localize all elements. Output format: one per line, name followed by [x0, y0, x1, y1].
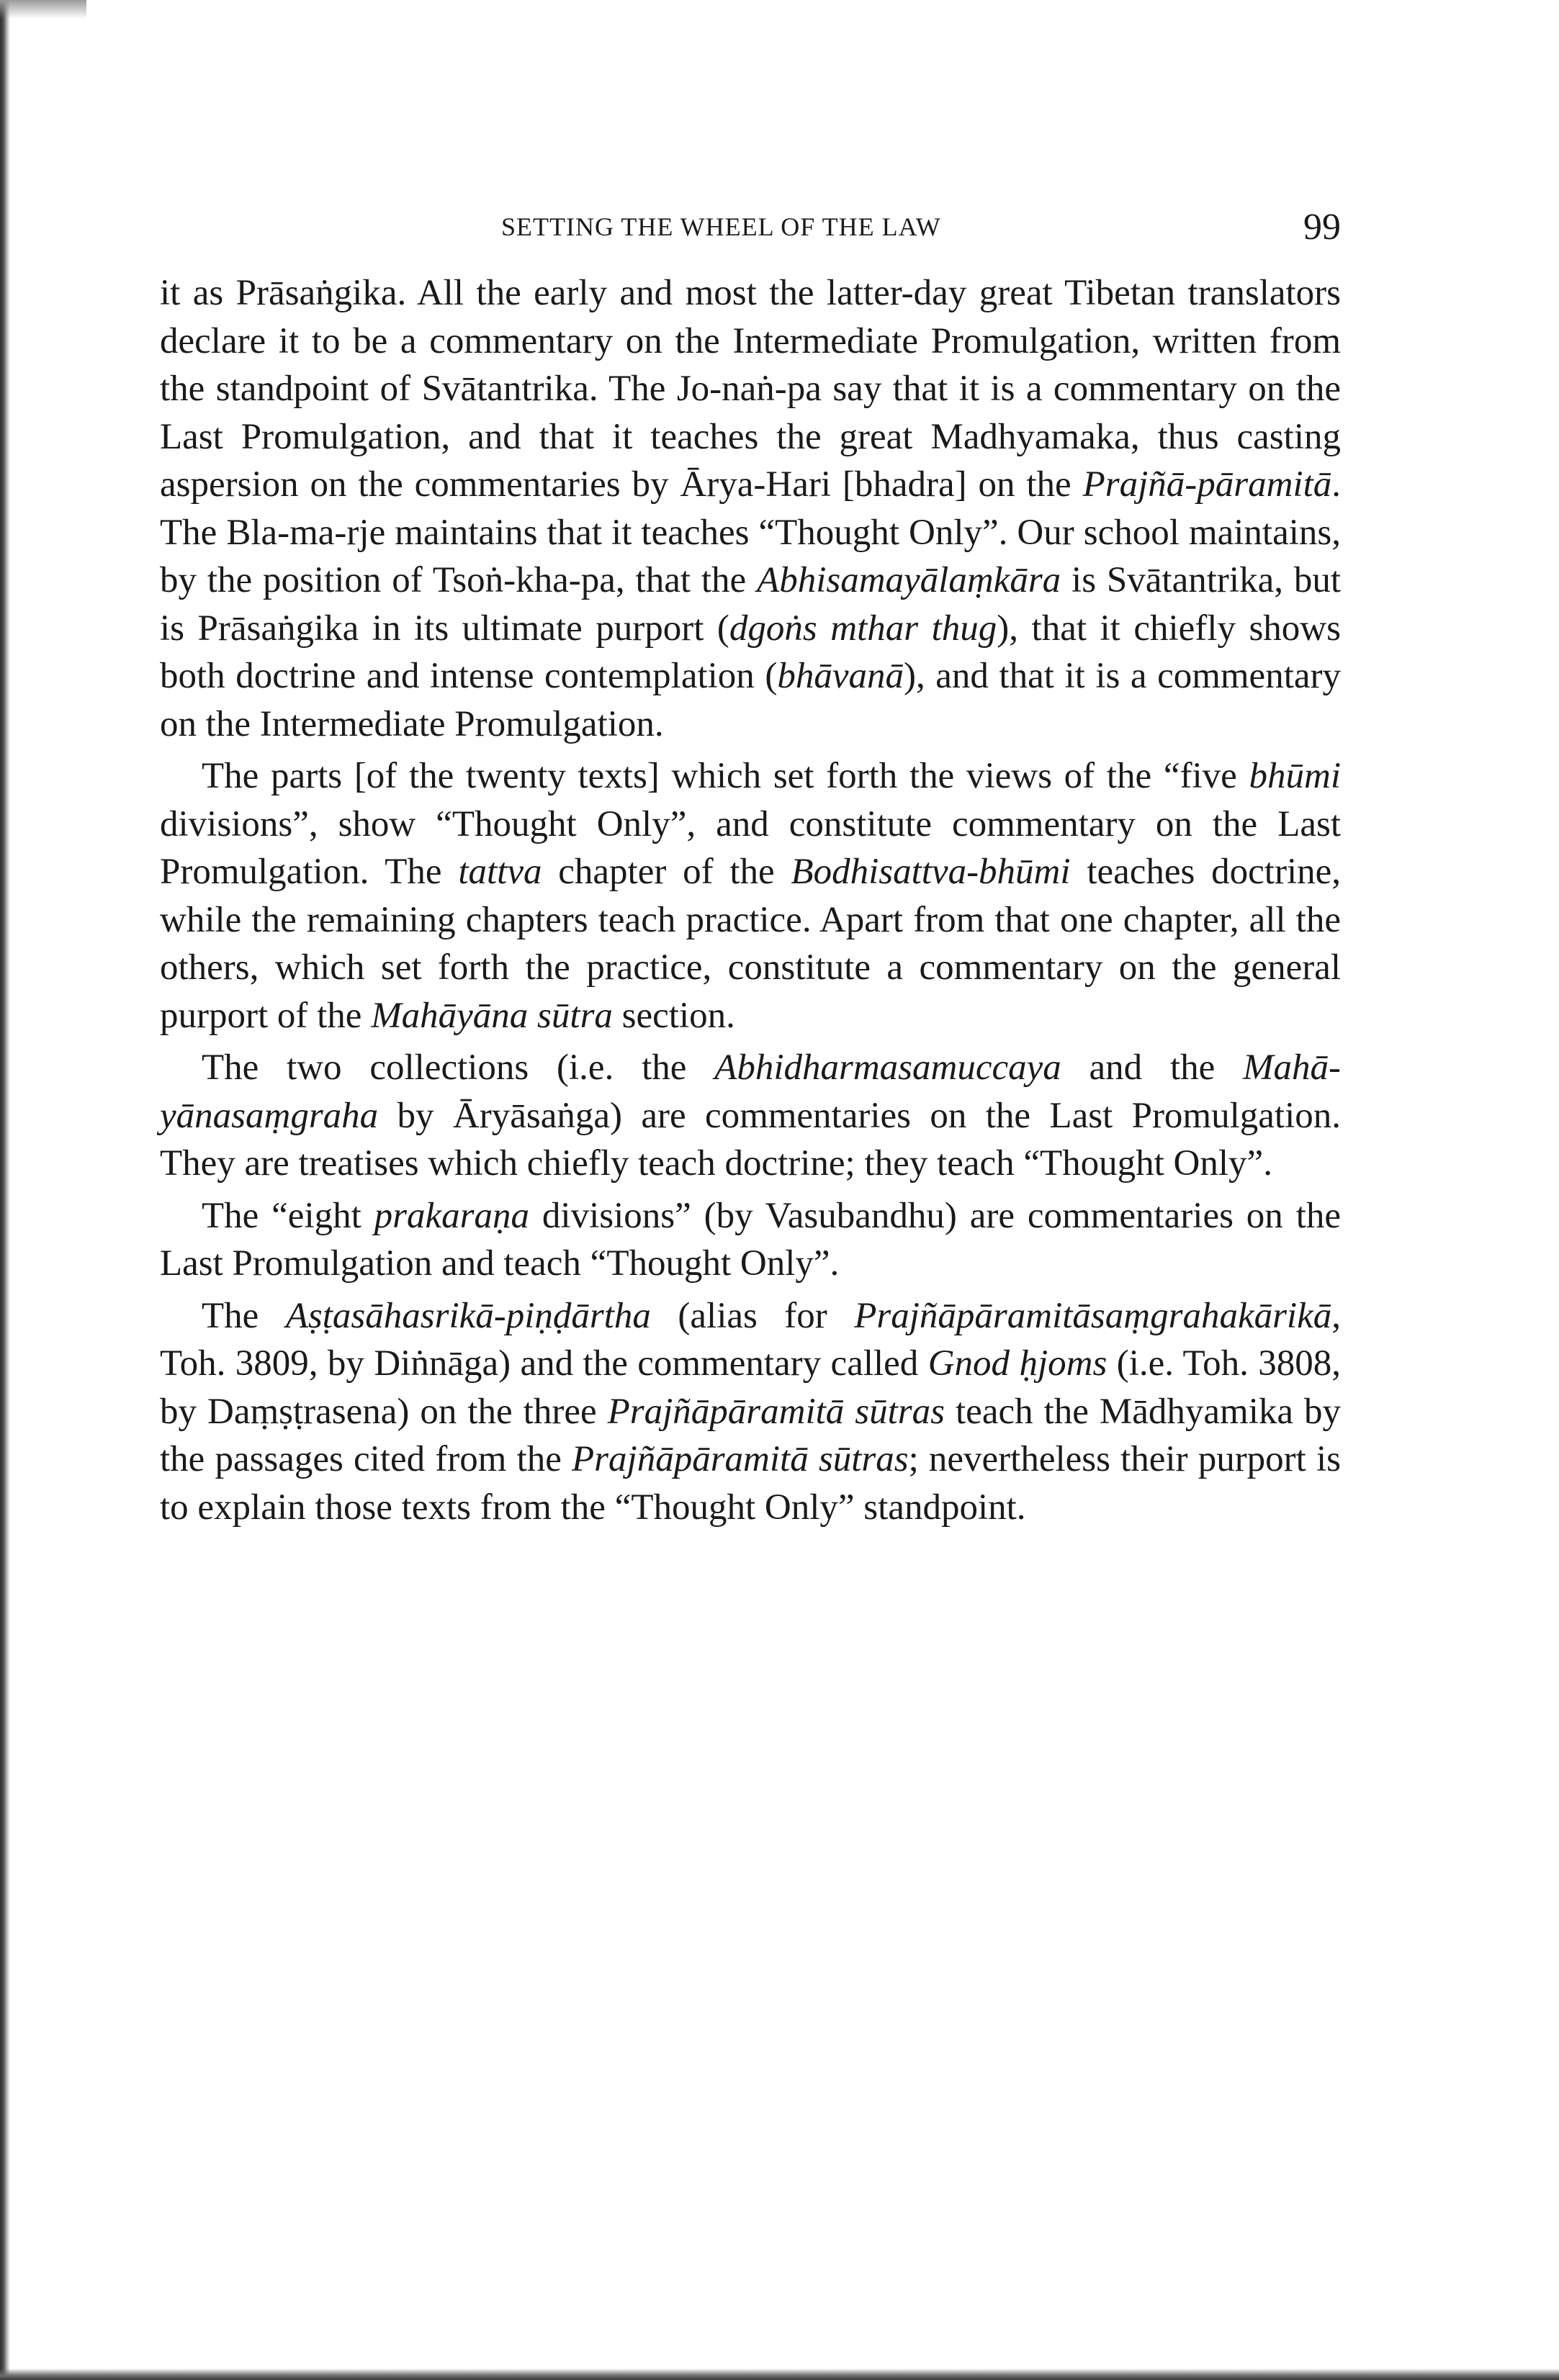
text-span: ; nevertheless their purport is to explain those texts from the “Thought Only” standpoint.: [160, 1439, 1341, 1528]
scan-shadow-left: [0, 0, 10, 2380]
text-span: The “eight: [202, 1195, 374, 1236]
italic-title: Prajñāpāramitā sūtras: [572, 1439, 909, 1479]
running-title: SETTING THE WHEEL OF THE LAW: [501, 212, 941, 241]
italic-title: Prajñā-pāramitā: [1082, 464, 1332, 505]
text-span: teach the Mādhyamika by the passages cited from the: [160, 1391, 1341, 1479]
text-span: chapter of the: [542, 852, 791, 892]
scan-shadow-top: [0, 0, 86, 19]
italic-title: Prajñāpāramitā sūtras: [607, 1391, 945, 1432]
italic-term: prakaraṇa: [374, 1195, 530, 1236]
text-span: section.: [612, 995, 735, 1036]
paragraph-4: [160, 1192, 1341, 1288]
text-span: , Toh. 3809, by Diṅnāga) and the commentary called: [160, 1295, 1341, 1384]
text-span: (alias for: [650, 1295, 855, 1336]
text-span: is Svātantrika, but is Prāsaṅgika in its ultimate purport (: [160, 560, 1341, 649]
text-span: The parts [of the twenty texts] which set forth the views of the “five: [202, 756, 1249, 796]
italic-title: Mahāyānasaṃgraha: [160, 1047, 1341, 1136]
italic-title: Abhidharmasamuccaya: [714, 1047, 1061, 1088]
text-span: ), that it chiefly shows both doctrine and intense contemplation (: [160, 608, 1341, 696]
italic-term: dgoṅs mthar thug: [729, 608, 997, 649]
running-head: [163, 206, 1341, 249]
paragraph-2: [160, 752, 1341, 1040]
text-span: by Āryāsaṅga) are commentaries on the Last Promulgation. They are treatises which chiefly teach doctrine; they teach “Thought Only”.: [160, 1095, 1341, 1184]
italic-term: bhāvanā: [777, 656, 904, 696]
text-span: . The Bla-ma-rje maintains that it teaches “Thought Only”. Our school maintains, by the position of Tsoṅ-kha-pa, that the: [160, 464, 1341, 600]
italic-title: Gnod ḥjoms: [927, 1343, 1108, 1384]
text-span: divisions”, show “Thought Only”, and constitute commentary on the Last Promulgation. The: [160, 803, 1341, 892]
text-span: and the: [1061, 1047, 1244, 1088]
scan-shadow-bottom: [0, 2368, 1559, 2380]
text-span: The two collections (i.e. the: [202, 1047, 715, 1088]
body-text: [160, 269, 1341, 1531]
paragraph-3: [160, 1044, 1341, 1188]
italic-title: Abhisamayālaṃkāra: [757, 560, 1061, 600]
text-span: teaches doctrine, while the remaining chapters teach practice. Apart from that one chapter, all the others, which set forth the practice, constitute a commentary on the general purport of the: [160, 852, 1342, 1036]
italic-term: tattva: [458, 852, 542, 892]
paragraph-1: [160, 269, 1341, 748]
italic-title: Mahāyāna sūtra: [371, 995, 613, 1036]
text-span: (i.e. Toh. 3808, by Daṃṣṭrasena) on the three: [160, 1343, 1341, 1432]
italic-title: Aṣṭasāhasrikā-piṇḍārtha: [285, 1295, 651, 1336]
italic-term: bhūmi: [1249, 756, 1341, 796]
italic-title: Prajñāpāramitāsaṃgrahakārikā: [854, 1295, 1332, 1336]
paragraph-5: [160, 1292, 1341, 1532]
text-span: ), and that it is a commentary on the Intermediate Promulgation.: [160, 656, 1341, 744]
text-span: The: [202, 1295, 286, 1336]
text-span: divisions” (by Vasubandhu) are commentaries on the Last Promulgation and teach “Thought Only”.: [160, 1195, 1341, 1284]
italic-title: Bodhisattva-bhūmi: [791, 852, 1071, 892]
page-number: 99: [1303, 207, 1341, 248]
text-span: it as Prāsaṅgika. All the early and most the latter-day great Tibetan translators declare it to be a commentary on the Intermediate Promulgation, written from the standpoint of Svātantrika. The Jo-naṅ-pa say that it is a commentary on the Last Promulgation, and that it teaches the great Madhyamaka, thus casting aspersion on the commentaries by Ārya-Hari [bhadra] on the: [160, 273, 1341, 505]
